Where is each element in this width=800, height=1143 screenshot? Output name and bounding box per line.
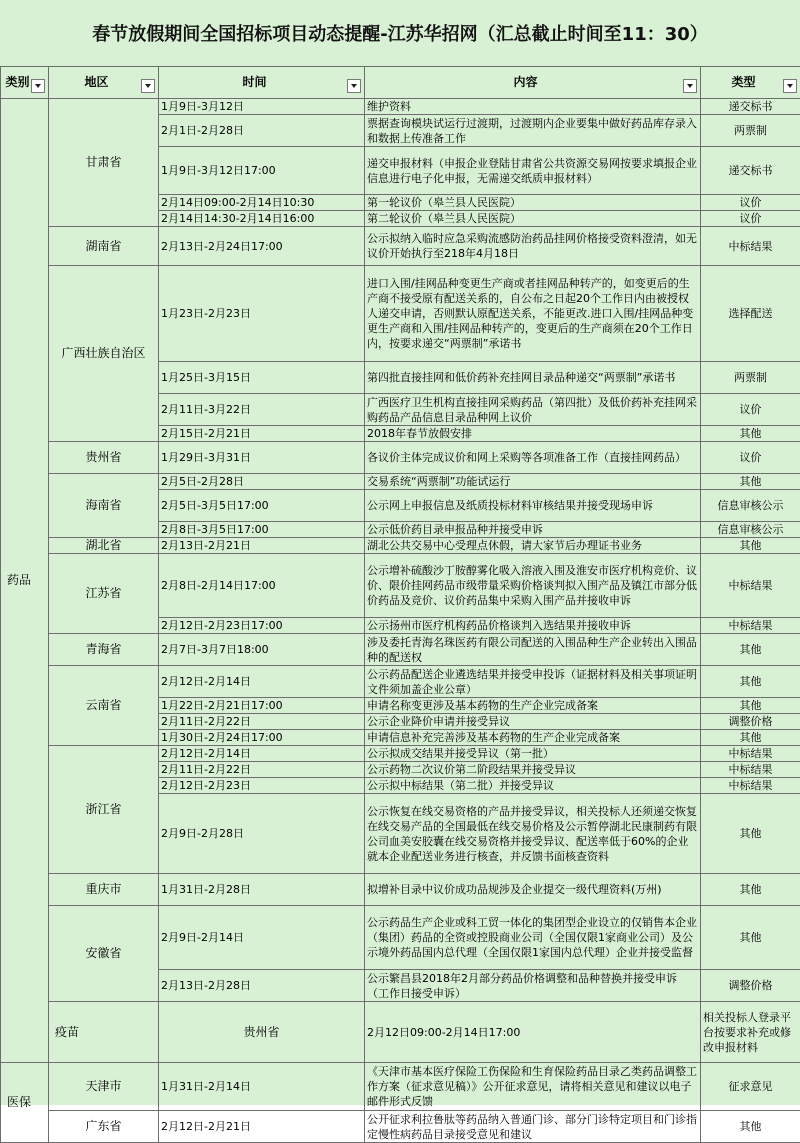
type-cell[interactable]: 其他 (701, 1111, 800, 1143)
type-cell[interactable]: 其他 (701, 474, 800, 490)
time-cell[interactable]: 1月9日-3月12日 (159, 99, 365, 115)
type-cell[interactable]: 议价 (701, 394, 800, 426)
type-cell[interactable]: 其他 (701, 906, 800, 970)
time-cell[interactable]: 2月11日-2月22日 (159, 762, 365, 778)
region-cell[interactable]: 广东省 (49, 1111, 159, 1143)
type-cell[interactable]: 议价 (701, 442, 800, 474)
content-cell[interactable]: 《天津市基本医疗保险工伤保险和生育保险药品目录乙类药品调整工作方案（征求意见稿）》公开征求意见，请将相关意见和建议以电子邮件形式反馈 (365, 1063, 701, 1111)
time-cell[interactable]: 2月5日-2月28日 (159, 474, 365, 490)
type-cell[interactable]: 中标结果 (701, 554, 800, 618)
region-cell[interactable]: 江苏省 (49, 554, 159, 634)
region-cell[interactable]: 贵州省 (49, 442, 159, 474)
type-cell[interactable]: 两票制 (701, 362, 800, 394)
content-cell[interactable]: 公开征求利拉鲁肽等药品纳入普通门诊、部分门诊特定项目和门诊指定慢性病药品目录接受意见和建议 (365, 1111, 701, 1143)
time-cell[interactable]: 2月13日-2月24日17:00 (159, 227, 365, 266)
type-cell[interactable]: 中标结果 (701, 618, 800, 634)
table-row (1, 1111, 800, 1143)
content-cell[interactable]: 公示药品配送企业遴选结果并接受申投诉（证据材料及相关事项证明文件须加盖企业公章） (365, 666, 701, 698)
type-cell[interactable]: 中标结果 (701, 227, 800, 266)
table-row (1, 906, 800, 970)
table-row (1, 99, 800, 115)
type-cell[interactable]: 选择配送 (701, 266, 800, 362)
header-content: 内容 (365, 67, 701, 99)
time-cell[interactable]: 2月1日-2月28日 (159, 115, 365, 147)
time-cell[interactable]: 2月14日09:00-2月14日10:30 (159, 195, 365, 211)
type-cell[interactable]: 其他 (701, 666, 800, 698)
time-cell[interactable]: 2月12日-2月23日17:00 (159, 618, 365, 634)
table-row (1, 874, 800, 906)
content-cell[interactable]: 公示药品生产企业或科工贸一体化的集团型企业设立的仅销售本企业（集团）药品的全资或控股商业公司（全国仅限1家商业公司）及公示境外药品国内总代理（全国仅限1家国内总代理）企业并接受监督 (365, 906, 701, 970)
content-cell[interactable]: 广西医疗卫生机构直接挂网采购药品（第四批）及低价药补充挂网采购药品产品信息目录品种网上议价 (365, 394, 701, 426)
type-cell[interactable]: 递交标书 (701, 99, 800, 115)
category-cell[interactable]: 疫苗 (49, 1002, 159, 1063)
time-cell[interactable]: 2月11日-3月22日 (159, 394, 365, 426)
filter-dropdown-icon[interactable] (141, 79, 155, 93)
time-cell[interactable]: 2月5日-3月5日17:00 (159, 490, 365, 522)
type-cell[interactable]: 调整价格 (701, 970, 800, 1002)
tender-table (0, 66, 800, 1143)
type-cell[interactable]: 其他 (701, 794, 800, 874)
content-cell[interactable]: 公示增补硫酸沙丁胺醇雾化吸入溶液入围及淮安市医疗机构竞价、议价、限价挂网药品市级带量采购价格谈判拟入围产品及镇江市部分低价药品及竞价、议价药品集中采购入围产品并接收申诉 (365, 554, 701, 618)
type-cell[interactable]: 调整价格 (701, 714, 800, 730)
content-cell[interactable]: 第一轮议价（皋兰县人民医院） (365, 195, 701, 211)
type-cell[interactable]: 递交标书 (701, 147, 800, 195)
region-cell[interactable]: 湖北省 (49, 538, 159, 554)
region-cell[interactable]: 重庆市 (49, 874, 159, 906)
table-row (1, 634, 800, 666)
time-cell[interactable]: 2月12日09:00-2月14日17:00 (365, 1002, 701, 1063)
page-title: 春节放假期间全国招标项目动态提醒-江苏华招网（汇总截止时间至11：30） (0, 0, 800, 67)
time-cell[interactable]: 2月8日-3月5日17:00 (159, 522, 365, 538)
table-row (1, 474, 800, 490)
time-cell[interactable]: 2月11日-2月22日 (159, 714, 365, 730)
table-row (1, 266, 800, 362)
content-cell[interactable]: 涉及委托青海名珠医药有限公司配送的入围品种生产企业转出入围品种的配送权 (365, 634, 701, 666)
type-cell[interactable]: 其他 (701, 874, 800, 906)
type-cell[interactable]: 议价 (701, 211, 800, 227)
table-row (1, 554, 800, 618)
table-row (1, 746, 800, 762)
content-cell[interactable]: 公示网上申报信息及纸质投标材料审核结果并接受现场申诉 (365, 490, 701, 522)
time-cell[interactable]: 2月13日-2月28日 (159, 970, 365, 1002)
content-cell[interactable]: 公示低价药目录申报品种并接受申诉 (365, 522, 701, 538)
region-cell[interactable]: 浙江省 (49, 746, 159, 874)
time-cell[interactable]: 2月15日-2月21日 (159, 426, 365, 442)
type-cell[interactable]: 其他 (701, 634, 800, 666)
region-cell[interactable]: 贵州省 (159, 1002, 365, 1063)
type-cell[interactable]: 议价 (701, 195, 800, 211)
table-row (1, 442, 800, 474)
header-category: 类别 (1, 67, 49, 99)
header-region: 地区 (49, 67, 159, 99)
time-cell[interactable]: 2月14日14:30-2月14日16:00 (159, 211, 365, 227)
type-cell[interactable]: 信息审核公示 (701, 522, 800, 538)
region-cell[interactable]: 安徽省 (49, 906, 159, 1002)
content-cell[interactable]: 公示拟成交结果并接受异议（第一批） (365, 746, 701, 762)
time-cell[interactable]: 1月31日-2月14日 (159, 1063, 365, 1111)
time-cell[interactable]: 2月8日-2月14日17:00 (159, 554, 365, 618)
type-cell[interactable]: 其他 (701, 426, 800, 442)
content-cell[interactable]: 第四批直接挂网和低价药补充挂网目录品种递交“两票制”承诺书 (365, 362, 701, 394)
region-cell[interactable]: 青海省 (49, 634, 159, 666)
table-row (1, 666, 800, 698)
content-cell[interactable]: 2018年春节放假安排 (365, 426, 701, 442)
content-cell[interactable]: 湖北公共交易中心受理点休假，请大家节后办理证书业务 (365, 538, 701, 554)
table-row (1, 1002, 800, 1063)
time-cell[interactable]: 2月12日-2月21日 (159, 1111, 365, 1143)
time-cell[interactable]: 1月23日-2月23日 (159, 266, 365, 362)
region-cell[interactable]: 云南省 (49, 666, 159, 746)
time-cell[interactable]: 2月9日-2月14日 (159, 906, 365, 970)
region-cell[interactable]: 广西壮族自治区 (49, 266, 159, 442)
content-cell[interactable]: 维护资料 (365, 99, 701, 115)
region-cell[interactable]: 天津市 (49, 1063, 159, 1111)
table-row (1, 1063, 800, 1111)
region-cell[interactable]: 湖南省 (49, 227, 159, 266)
type-cell[interactable]: 其他 (701, 730, 800, 746)
content-cell[interactable]: 拟增补目录中议价成功品规涉及企业提交一级代理资料(万州) (365, 874, 701, 906)
filter-dropdown-icon[interactable] (683, 79, 697, 93)
time-cell[interactable]: 1月30日-2月24日17:00 (159, 730, 365, 746)
time-cell[interactable]: 2月7日-3月7日18:00 (159, 634, 365, 666)
region-cell[interactable]: 甘肃省 (49, 99, 159, 227)
content-cell[interactable]: 进口入围/挂网品种变更生产商或者挂网品种转产的，如变更后的生产商不接受原有配送关系的，自公布之日起20个工作日内由被授权人递交申请，否则默认原配送关系，不能更改.进口入围/挂网品种变更生产商和入围/挂网品种转产的，变更后的生产商须在20个工作日内，按要求递交“两票制”承诺书 (365, 266, 701, 362)
content-cell[interactable]: 票据查询模块试运行过渡期，过渡期内企业要集中做好药品库存录入和数据上传准备工作 (365, 115, 701, 147)
content-cell[interactable]: 相关投标人登录平台按要求补充或修改申报材料 (701, 1002, 800, 1063)
filter-dropdown-icon[interactable] (347, 79, 361, 93)
header-type: 类型 (701, 67, 800, 99)
type-cell[interactable]: 中标结果 (701, 762, 800, 778)
type-cell[interactable]: 中标结果 (701, 778, 800, 794)
content-cell[interactable]: 交易系统“两票制”功能试运行 (365, 474, 701, 490)
content-cell[interactable]: 公示拟纳入临时应急采购流感防治药品挂网价格接受资料澄清，如无议价开始执行至218年4月18日 (365, 227, 701, 266)
content-cell[interactable]: 公示拟中标结果（第二批）并接受异议 (365, 778, 701, 794)
filter-dropdown-icon[interactable] (31, 79, 45, 93)
content-cell[interactable]: 公示药物二次议价第二阶段结果并接受异议 (365, 762, 701, 778)
type-cell[interactable]: 两票制 (701, 115, 800, 147)
filter-dropdown-icon[interactable] (783, 79, 797, 93)
time-cell[interactable]: 2月9日-2月28日 (159, 794, 365, 874)
content-cell[interactable]: 第二轮议价（皋兰县人民医院） (365, 211, 701, 227)
time-cell[interactable]: 1月29日-3月31日 (159, 442, 365, 474)
content-cell[interactable]: 公示繁昌县2018年2月部分药品价格调整和品种替换并接受申诉（工作日接受申诉） (365, 970, 701, 1002)
content-cell[interactable]: 公示扬州市医疗机构药品价格谈判入选结果并接收申诉 (365, 618, 701, 634)
type-cell[interactable]: 其他 (701, 538, 800, 554)
category-cell[interactable]: 医保 (1, 1063, 49, 1143)
type-cell[interactable]: 中标结果 (701, 746, 800, 762)
type-cell[interactable]: 信息审核公示 (701, 490, 800, 522)
header-row (1, 67, 800, 99)
type-cell[interactable]: 其他 (701, 698, 800, 714)
content-cell[interactable]: 各议价主体完成议价和网上采购等各项准备工作（直接挂网药品） (365, 442, 701, 474)
time-cell[interactable]: 1月22日-2月21日17:00 (159, 698, 365, 714)
time-cell[interactable]: 1月9日-3月12日17:00 (159, 147, 365, 195)
time-cell[interactable]: 2月12日-2月14日 (159, 746, 365, 762)
type-cell[interactable]: 征求意见 (701, 1063, 800, 1111)
time-cell[interactable]: 2月13日-2月21日 (159, 538, 365, 554)
content-cell[interactable]: 公示企业降价申请并接受异议 (365, 714, 701, 730)
table-row (1, 538, 800, 554)
table-row (1, 227, 800, 266)
time-cell[interactable]: 1月31日-2月28日 (159, 874, 365, 906)
time-cell[interactable]: 2月12日-2月23日 (159, 778, 365, 794)
content-cell[interactable]: 递交申报材料（申报企业登陆甘肃省公共资源交易网按要求填报企业信息进行电子化申报，无需递交纸质申报材料） (365, 147, 701, 195)
time-cell[interactable]: 1月25日-3月15日 (159, 362, 365, 394)
header-time: 时间 (159, 67, 365, 99)
region-cell[interactable]: 海南省 (49, 474, 159, 538)
content-cell[interactable]: 公示恢复在线交易资格的产品并接受异议，相关投标人还须递交恢复在线交易产品的全国最低在线交易价格及公示暂停湖北民康制药有限公司血美安胶囊在线交易资格并接受异议、配送率低于60%的企业就本企业配送业务进行核查，并反馈书面核查资料 (365, 794, 701, 874)
content-cell[interactable]: 申请信息补充完善涉及基本药物的生产企业完成备案 (365, 730, 701, 746)
time-cell[interactable]: 2月12日-2月14日 (159, 666, 365, 698)
category-cell[interactable]: 药品 (1, 99, 49, 1063)
content-cell[interactable]: 申请名称变更涉及基本药物的生产企业完成备案 (365, 698, 701, 714)
